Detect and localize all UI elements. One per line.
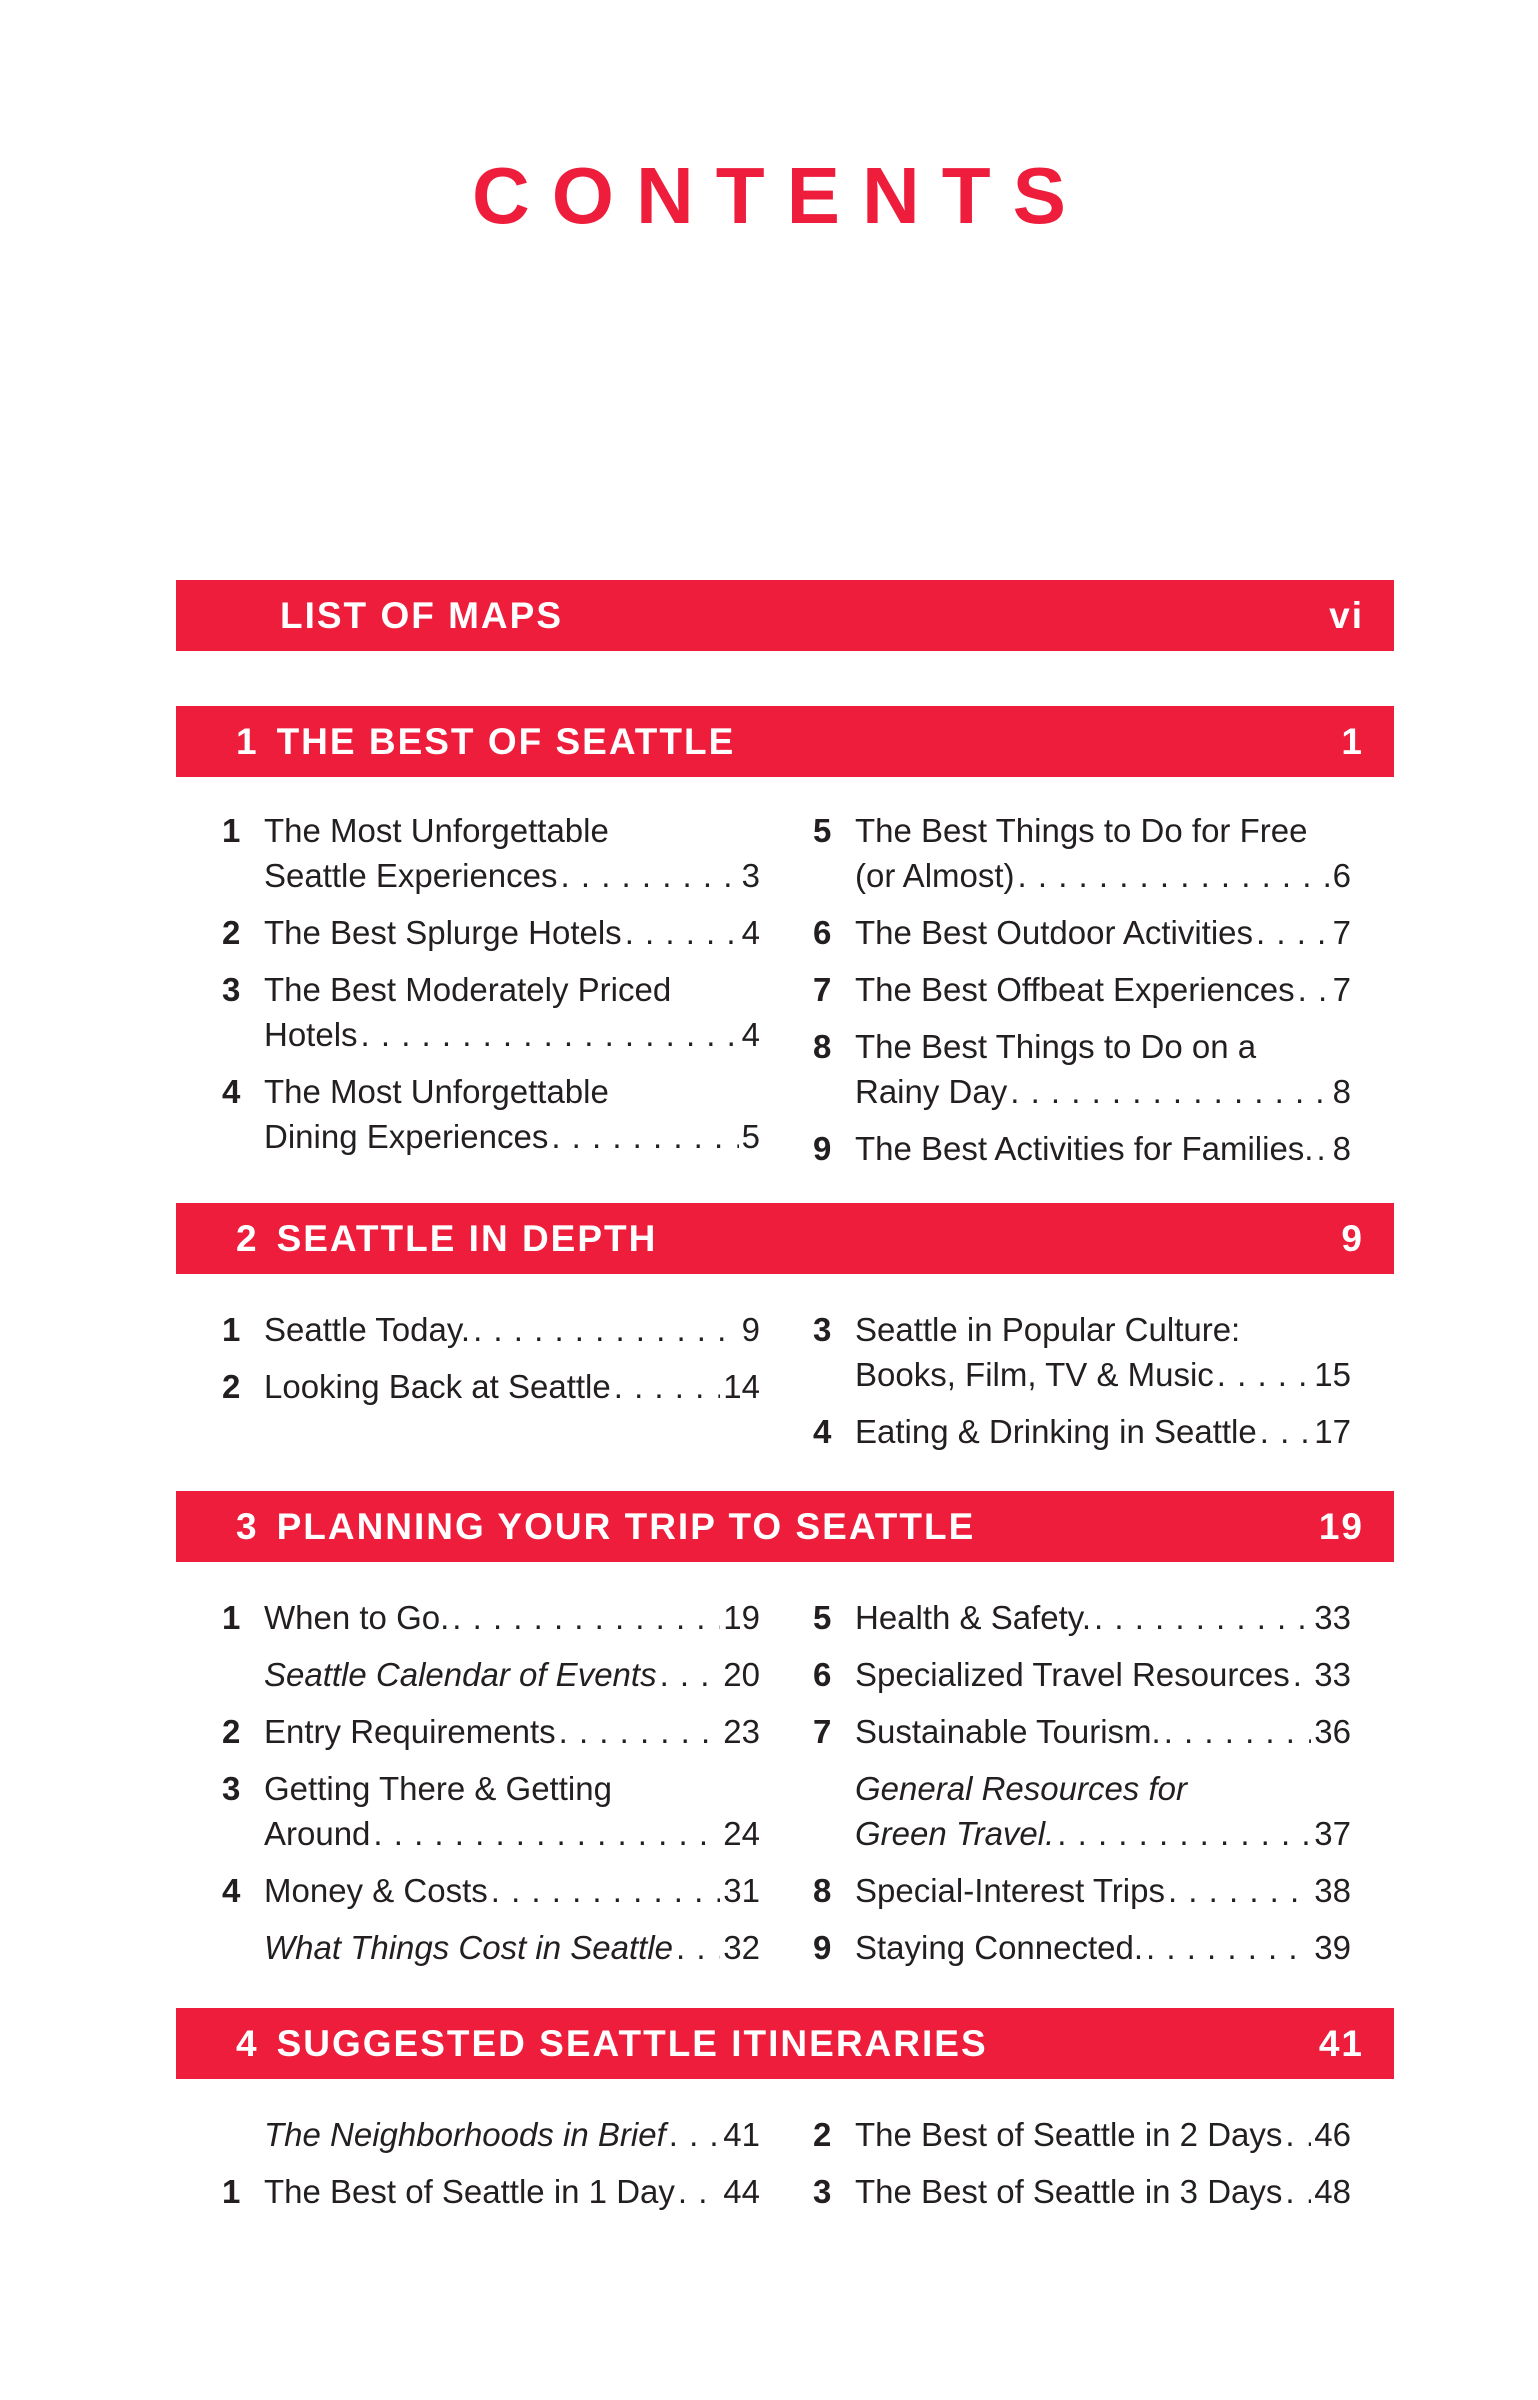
entry-number: 4 [813, 1413, 832, 1450]
entry-page: 19 [723, 1599, 760, 1636]
dot-leader [361, 1012, 739, 1057]
entry-number: 1 [222, 1599, 241, 1636]
entry-number: 9 [813, 1130, 832, 1167]
entry-page: 3 [741, 857, 760, 894]
toc-entry[interactable] [222, 1868, 760, 1913]
entry-title-continued: Rainy Day [855, 1073, 1008, 1110]
entry-page: 4 [741, 1016, 760, 1053]
toc-entry[interactable] [813, 1126, 1351, 1171]
dot-leader [551, 1114, 738, 1159]
entry-title-continued: (or Almost) [855, 857, 1015, 894]
entry-title: The Best of Seattle in 2 Days [855, 2116, 1283, 2153]
chapter-2-bar[interactable] [176, 1203, 1394, 1274]
entry-title: The Best of Seattle in 3 Days [855, 2173, 1283, 2210]
chapter-1-right-column [813, 808, 1351, 1183]
chapter-4-bar[interactable] [176, 2008, 1394, 2079]
dot-leader [1316, 1126, 1329, 1171]
toc-entry[interactable] [813, 1925, 1351, 1970]
chapter-3-bar[interactable] [176, 1491, 1394, 1562]
entry-page: 41 [723, 2116, 760, 2153]
page-title: CONTENTS [472, 151, 1088, 240]
entry-page: 20 [723, 1656, 760, 1693]
entry-title: Getting There & Getting [264, 1770, 612, 1807]
dot-leader [1285, 2112, 1311, 2157]
entry-page: 23 [723, 1713, 760, 1750]
toc-entry[interactable] [813, 1868, 1351, 1913]
entry-number: 2 [813, 2116, 832, 2153]
entry-page: 15 [1314, 1356, 1351, 1393]
entry-number: 6 [813, 914, 832, 951]
entry-number: 3 [813, 1311, 832, 1348]
entry-title: The Most Unforgettable [264, 1073, 609, 1110]
entry-page: 6 [1332, 857, 1351, 894]
entry-title: Staying Connected. [855, 1929, 1144, 1966]
chapter-title: SEATTLE IN DEPTH [276, 1217, 658, 1259]
dot-leader [473, 1307, 739, 1352]
entry-page: 14 [723, 1368, 760, 1405]
entry-title: The Best of Seattle in 1 Day [264, 2173, 675, 2210]
dot-leader [1146, 1925, 1311, 1970]
toc-entry[interactable] [813, 1709, 1351, 1754]
dot-leader [1018, 853, 1330, 898]
entry-title: Entry Requirements [264, 1713, 556, 1750]
entry-page: 48 [1314, 2173, 1351, 2210]
entry-page: 7 [1332, 971, 1351, 1008]
toc-entry[interactable] [222, 1069, 760, 1159]
chapter-2-right-column [813, 1307, 1351, 1466]
toc-entry[interactable] [813, 2169, 1351, 2214]
dot-leader [625, 910, 739, 955]
entry-title: Special-Interest Trips [855, 1872, 1165, 1909]
entry-number: 5 [813, 1599, 832, 1636]
entry-number: 6 [813, 1656, 832, 1693]
entry-number: 4 [222, 1073, 241, 1110]
toc-entry[interactable] [813, 910, 1351, 955]
toc-entry[interactable] [222, 1364, 760, 1409]
dot-leader [1057, 1811, 1311, 1856]
entry-title: Seattle Calendar of Events [264, 1656, 657, 1693]
chapter-title: THE BEST OF SEATTLE [276, 720, 736, 762]
entry-title: The Best Offbeat Experiences [855, 971, 1295, 1008]
entry-number: 3 [222, 971, 241, 1008]
entry-title: Specialized Travel Resources [855, 1656, 1290, 1693]
entry-title: Seattle in Popular Culture: [855, 1311, 1241, 1348]
entry-page: 7 [1332, 914, 1351, 951]
entry-page: 33 [1314, 1656, 1351, 1693]
toc-entry[interactable] [813, 1409, 1351, 1454]
chapter-2-left-column [222, 1307, 760, 1421]
entry-title: The Best Things to Do for Free [855, 812, 1308, 849]
toc-entry[interactable] [222, 1766, 760, 1856]
toc-entry[interactable] [222, 1652, 760, 1697]
entry-page: 46 [1314, 2116, 1351, 2153]
dot-leader [1260, 1409, 1312, 1454]
entry-title: When to Go. [264, 1599, 450, 1636]
entry-number: 7 [813, 971, 832, 1008]
toc-entry[interactable] [222, 2169, 760, 2214]
entry-page: 38 [1314, 1872, 1351, 1909]
chapter-1-left-column [222, 808, 760, 1171]
entry-number: 1 [222, 812, 241, 849]
entry-number: 3 [222, 1770, 241, 1807]
entry-title: Sustainable Tourism. [855, 1713, 1161, 1750]
entry-title: Money & Costs [264, 1872, 488, 1909]
toc-entry[interactable] [222, 1307, 760, 1352]
chapter-page: 41 [1318, 2022, 1364, 2064]
entry-title: Seattle Today. [264, 1311, 471, 1348]
chapter-number: 3 [236, 1505, 259, 1547]
entry-title: The Best Splurge Hotels [264, 914, 622, 951]
toc-entry[interactable] [813, 1766, 1351, 1856]
entry-number: 8 [813, 1028, 832, 1065]
chapter-title: SUGGESTED SEATTLE ITINERARIES [276, 2022, 988, 2064]
entry-number: 2 [222, 914, 241, 951]
dot-leader [452, 1595, 720, 1640]
dot-leader [1285, 2169, 1311, 2214]
entry-number: 8 [813, 1872, 832, 1909]
toc-entry[interactable] [813, 1652, 1351, 1697]
dot-leader [660, 1652, 721, 1697]
entry-page: 39 [1314, 1929, 1351, 1966]
entry-number: 2 [222, 1368, 241, 1405]
toc-entry[interactable] [813, 967, 1351, 1012]
chapter-number: 4 [236, 2022, 259, 2064]
dot-leader [561, 853, 739, 898]
toc-entry[interactable] [222, 967, 760, 1057]
entry-page: 37 [1314, 1815, 1351, 1852]
entry-title: The Best Moderately Priced [264, 971, 672, 1008]
entry-page: 5 [741, 1118, 760, 1155]
entry-title-continued: Seattle Experiences [264, 857, 558, 894]
toc-entry[interactable] [813, 808, 1351, 898]
dot-leader [614, 1364, 721, 1409]
dot-leader [669, 2112, 721, 2157]
entry-page: 9 [741, 1311, 760, 1348]
toc-entry[interactable] [222, 1925, 760, 1970]
toc-entry[interactable] [222, 808, 760, 898]
entry-page: 24 [723, 1815, 760, 1852]
entry-title-continued: Around [264, 1815, 371, 1852]
toc-entry[interactable] [222, 2112, 760, 2157]
entry-page: 44 [723, 2173, 760, 2210]
entry-number: 4 [222, 1872, 241, 1909]
entry-title: Eating & Drinking in Seattle [855, 1413, 1257, 1450]
entry-number: 7 [813, 1713, 832, 1750]
chapter-page: 19 [1318, 1505, 1364, 1547]
entry-page: 8 [1332, 1130, 1351, 1167]
entry-number: 9 [813, 1929, 832, 1966]
dot-leader [1256, 910, 1330, 955]
toc-entry[interactable] [813, 2112, 1351, 2157]
dot-leader [1164, 1709, 1312, 1754]
entry-title: The Best Things to Do on a [855, 1028, 1257, 1065]
chapter-page: 9 [1341, 1217, 1364, 1259]
list-of-maps-bar[interactable] [176, 580, 1394, 651]
chapter-1-bar[interactable] [176, 706, 1394, 777]
dot-leader [1293, 1652, 1312, 1697]
dot-leader [1298, 967, 1330, 1012]
entry-page: 17 [1314, 1413, 1351, 1450]
entry-page: 4 [741, 914, 760, 951]
toc-entry[interactable] [813, 1024, 1351, 1114]
dot-leader [1094, 1595, 1311, 1640]
entry-title: General Resources for [855, 1770, 1187, 1807]
entry-page: 32 [723, 1929, 760, 1966]
dot-leader [1168, 1868, 1311, 1913]
entry-number: 2 [222, 1713, 241, 1750]
entry-title: What Things Cost in Seattle [264, 1929, 674, 1966]
dot-leader [1010, 1069, 1329, 1114]
chapter-3-left-column [222, 1595, 760, 1982]
entry-page: 8 [1332, 1073, 1351, 1110]
entry-title-continued: Hotels [264, 1016, 358, 1053]
chapter-3-right-column [813, 1595, 1351, 1982]
toc-entry[interactable] [813, 1595, 1351, 1640]
entry-number: 1 [222, 2173, 241, 2210]
entry-number: 5 [813, 812, 832, 849]
toc-entry[interactable] [222, 1595, 760, 1640]
chapter-number: 2 [236, 1217, 259, 1259]
chapter-4-left-column [222, 2112, 760, 2226]
toc-entry[interactable] [222, 910, 760, 955]
entry-page: 36 [1314, 1713, 1351, 1750]
entry-number: 1 [222, 1311, 241, 1348]
dot-leader [559, 1709, 721, 1754]
entry-title-continued: Dining Experiences [264, 1118, 549, 1155]
entry-title: Health & Safety. [855, 1599, 1092, 1636]
dot-leader [491, 1868, 721, 1913]
entry-title-continued: Books, Film, TV & Music [855, 1356, 1214, 1393]
chapter-title: PLANNING YOUR TRIP TO SEATTLE [276, 1505, 976, 1547]
chapter-page: 1 [1341, 720, 1364, 762]
entry-title-continued: Green Travel. [855, 1815, 1055, 1852]
dot-leader [676, 1925, 720, 1970]
list-of-maps-label: LIST OF MAPS [280, 594, 563, 636]
entry-number: 3 [813, 2173, 832, 2210]
entry-title: Looking Back at Seattle [264, 1368, 611, 1405]
dot-leader [678, 2169, 720, 2214]
chapter-4-right-column [813, 2112, 1351, 2226]
toc-entry[interactable] [222, 1709, 760, 1754]
entry-page: 31 [723, 1872, 760, 1909]
entry-title: The Best Activities for Families. [855, 1130, 1314, 1167]
entry-title: The Best Outdoor Activities [855, 914, 1254, 951]
dot-leader [373, 1811, 720, 1856]
entry-title: The Neighborhoods in Brief [264, 2116, 666, 2153]
toc-entry[interactable] [813, 1307, 1351, 1397]
entry-title: The Most Unforgettable [264, 812, 609, 849]
dot-leader [1217, 1352, 1311, 1397]
entry-page: 33 [1314, 1599, 1351, 1636]
chapter-number: 1 [236, 720, 259, 762]
list-of-maps-page: vi [1329, 594, 1364, 636]
